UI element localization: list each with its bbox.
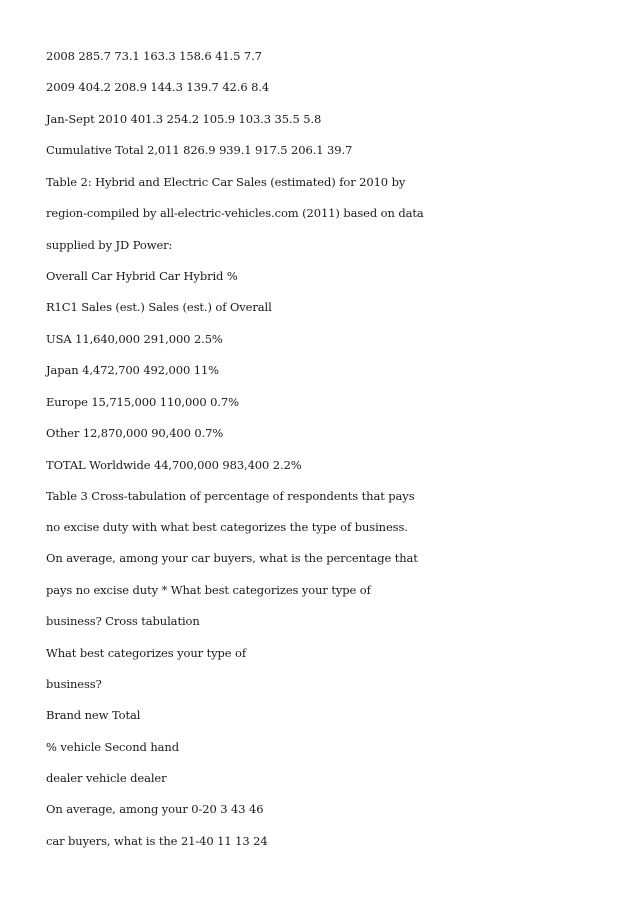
text-line: On average, among your 0-20 3 43 46 (46, 802, 264, 816)
text-line: car buyers, what is the 21-40 11 13 24 (46, 834, 268, 848)
table-caption-line: Table 3 Cross-tabulation of percentage of respondents that pays (46, 489, 415, 503)
text-line: What best categorizes your type of (46, 646, 247, 660)
table-total-line: TOTAL Worldwide 44,700,000 983,400 2.2% (46, 458, 302, 472)
text-line: Brand new Total (46, 708, 141, 722)
table-caption-line: Table 2: Hybrid and Electric Car Sales (estimated) for 2010 by (46, 175, 406, 189)
text-line: Jan-Sept 2010 401.3 254.2 105.9 103.3 35.5 5.8 (46, 112, 322, 126)
text-line: On average, among your car buyers, what is the percentage that (46, 551, 418, 565)
table-row-line: USA 11,640,000 291,000 2.5% (46, 332, 223, 346)
table-header-line: R1C1 Sales (est.) Sales (est.) of Overall (46, 300, 272, 314)
table-row-line: Other 12,870,000 90,400 0.7% (46, 426, 224, 440)
text-line: business? (46, 677, 102, 691)
table-header-line: Overall Car Hybrid Car Hybrid % (46, 269, 238, 283)
text-line: dealer vehicle dealer (46, 771, 167, 785)
text-line: % vehicle Second hand (46, 740, 179, 754)
text-line: pays no excise duty * What best categorizes your type of (46, 583, 371, 597)
table-caption-line: no excise duty with what best categorizes the type of business. (46, 520, 408, 534)
text-line: Cumulative Total 2,011 826.9 939.1 917.5 206.1 39.7 (46, 143, 353, 157)
table-row-line: Europe 15,715,000 110,000 0.7% (46, 395, 239, 409)
text-line: 2009 404.2 208.9 144.3 139.7 42.6 8.4 (46, 80, 270, 94)
table-caption-line: region-compiled by all-electric-vehicles.com (2011) based on data (46, 206, 424, 220)
text-line: 2008 285.7 73.1 163.3 158.6 41.5 7.7 (46, 49, 262, 63)
table-caption-line: supplied by JD Power: (46, 238, 173, 252)
table-row-line: Japan 4,472,700 492,000 11% (46, 363, 220, 377)
text-line: business? Cross tabulation (46, 614, 200, 628)
